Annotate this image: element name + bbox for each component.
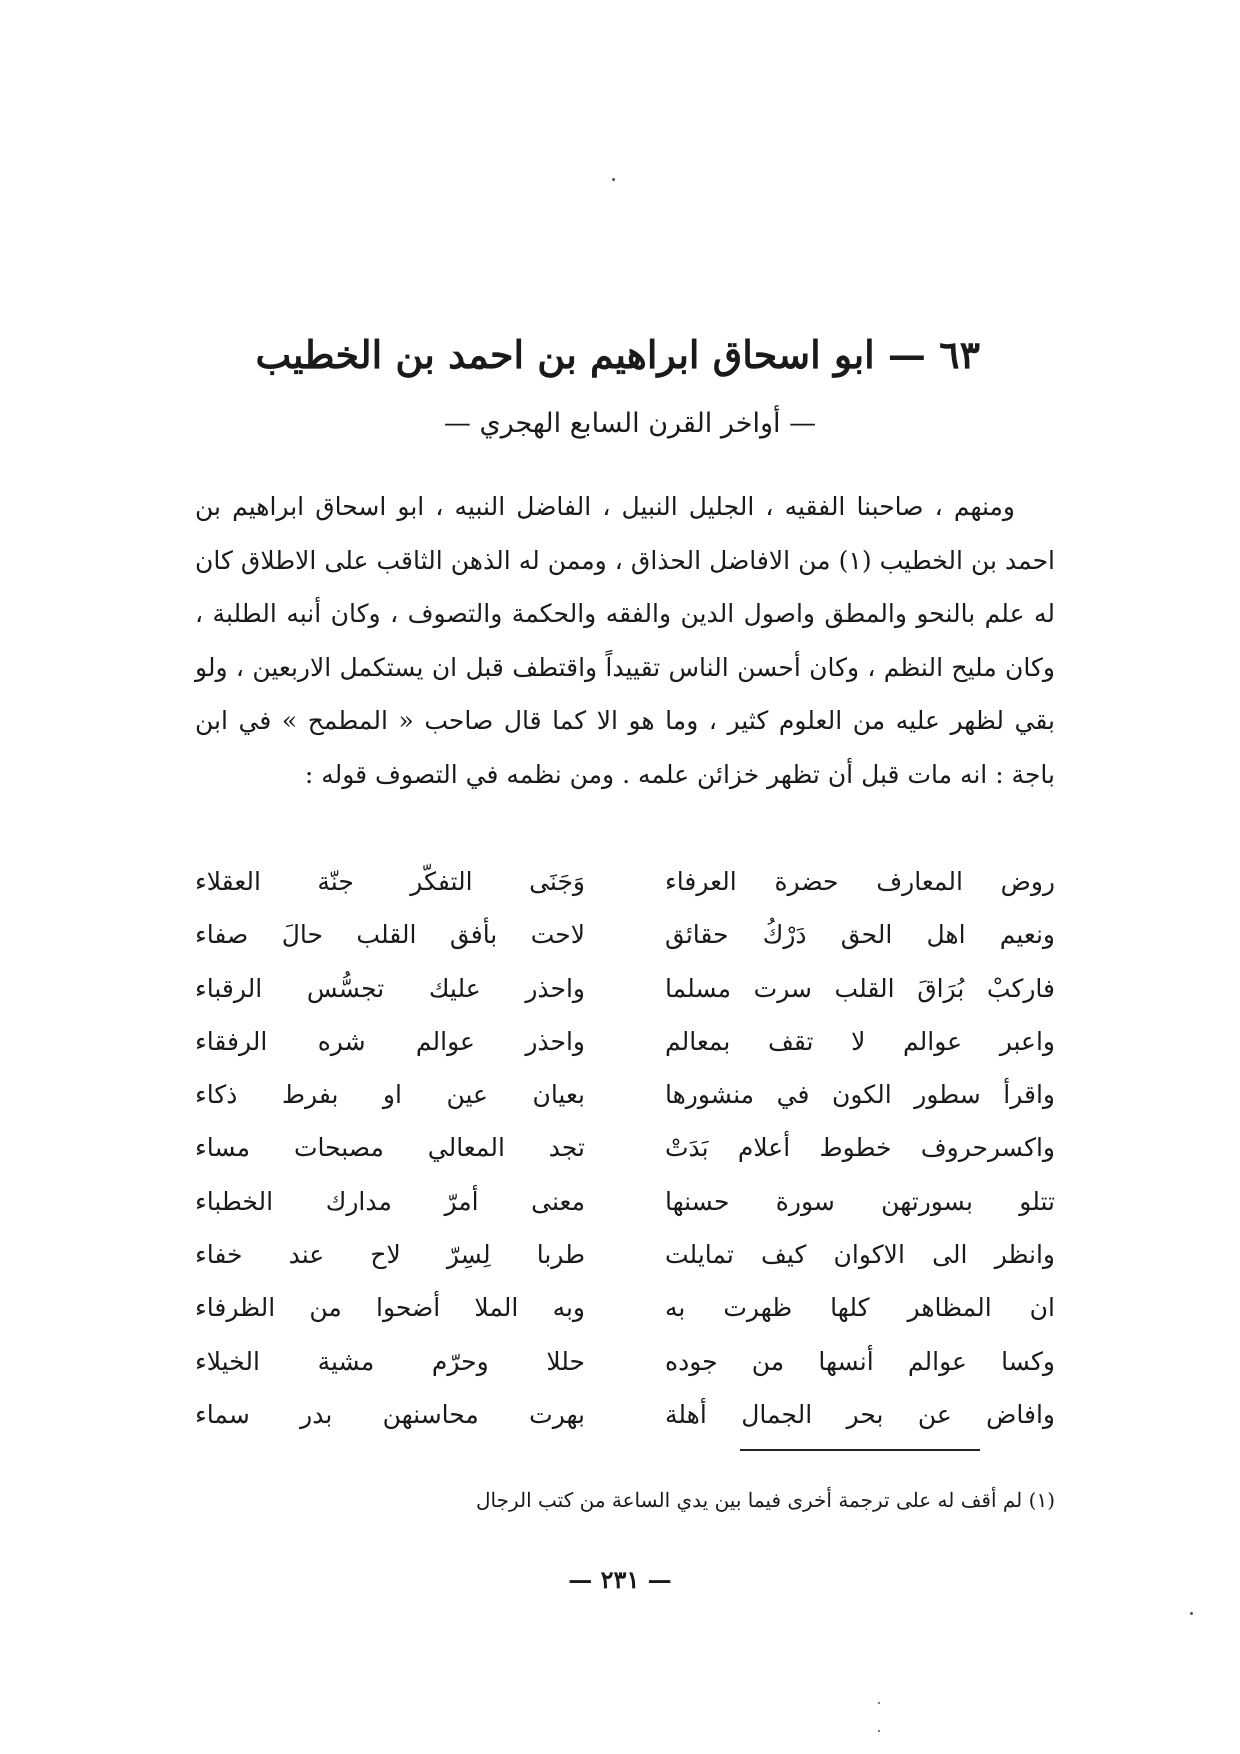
verse-second-hemistich: تجد المعالي مصبحات مساء [195,1133,585,1163]
poem-verse [195,1175,1055,1228]
page-number: — ٢٣١ — [568,1565,672,1594]
century-subtitle: — أواخر القرن السابع الهجري — [443,408,817,439]
poem-verse [195,908,1055,961]
poem-verse [195,1068,1055,1121]
poem-verse [195,1388,1055,1441]
print-speck [1190,1612,1193,1615]
poem-verse [195,855,1055,908]
verse-second-hemistich: وَجَنَى التفكّر جنّة العقلاء [195,867,585,896]
print-speck [878,1702,880,1704]
verse-first-hemistich: واقرأ سطور الكون في منشورها [665,1080,1055,1110]
verse-first-hemistich: وانظر الى الاكوان كيف تمايلت [665,1240,1055,1270]
poem-verse [195,1228,1055,1281]
verse-second-hemistich: وبه الملا أضحوا من الظرفاء [195,1293,585,1323]
verse-first-hemistich: وافاض عن بحر الجمال أهلة [665,1399,1055,1429]
verse-first-hemistich: واعبر عوالم لا تقف بمعالم [665,1026,1055,1056]
verse-second-hemistich: طربا لِسِرّ لاح عند خفاء [195,1240,585,1270]
verse-first-hemistich: ونعيم اهل الحق دَرْكُ حقائق [665,920,1055,950]
paragraph-text: ومنهم ، صاحبنا الفقيه ، الجليل النبيل ، الفاضل النبيه ، ابو اسحاق ابراهيم بن احمد بن الخطيب (١) من الافاضل الحذاق ، وممن له الذهن الثاقب على الاطلاق كان له علم بالنحو والمطق واصول الدين والفقه والحكمة والتصوف ، وكان أنبه الطلبة ، وكان مليح النظم ، وكان أحسن الناس تقييداً واقتطف قبل ان يستكمل الاربعين ، ولو بقي لظهر عليه من العلوم كثير ، وما هو الا كما قال صاحب « المطمح » في ابن باجة : انه مات قبل أن تظهر خزائن علمه . ومن نظمه في التصوف قوله : [195,492,1055,789]
verse-second-hemistich: واحذر عوالم شره الرفقاء [195,1026,585,1056]
poem-verse [195,962,1055,1015]
footnote-divider [740,1449,980,1451]
verse-second-hemistich: واحذر عليك تجسُّس الرقباء [195,973,585,1003]
verse-first-hemistich: روض المعارف حضرة العرفاء [665,867,1055,896]
poem-verse [195,1281,1055,1334]
biography-title: ٦٣ — ابو اسحاق ابراهيم بن احمد بن الخطيب [255,332,980,377]
biography-paragraph [195,480,1055,801]
print-speck [878,1730,880,1732]
poem-verse [195,1015,1055,1068]
verse-first-hemistich: وكسا عوالم أنسها من جوده [665,1346,1055,1376]
verse-first-hemistich: تتلو بسورتهن سورة حسنها [665,1186,1055,1216]
verse-second-hemistich: بهرت محاسنهن بدر سماء [195,1399,585,1429]
verse-second-hemistich: لاحت بأفق القلب حالَ صفاء [195,920,585,950]
verse-second-hemistich: بعيان عين او بفرط ذكاء [195,1080,585,1110]
verse-second-hemistich: معنى أمرّ مدارك الخطباء [195,1186,585,1216]
verse-first-hemistich: ان المظاهر كلها ظهرت به [665,1293,1055,1323]
verse-first-hemistich: واكسرحروف خطوط أعلام بَدَتْ [665,1133,1055,1163]
footnote: (١) لم أقف له على ترجمة أخرى فيما بين يدي الساعة من كتب الرجال [476,1488,1055,1512]
print-speck [612,178,615,181]
poem-verse [195,1335,1055,1388]
verse-first-hemistich: فاركبْ بُرَاقَ القلب سرت مسلما [665,973,1055,1003]
poem-verse [195,1121,1055,1174]
verse-second-hemistich: حللا وحرّم مشية الخيلاء [195,1346,585,1376]
poem [195,855,1055,1441]
